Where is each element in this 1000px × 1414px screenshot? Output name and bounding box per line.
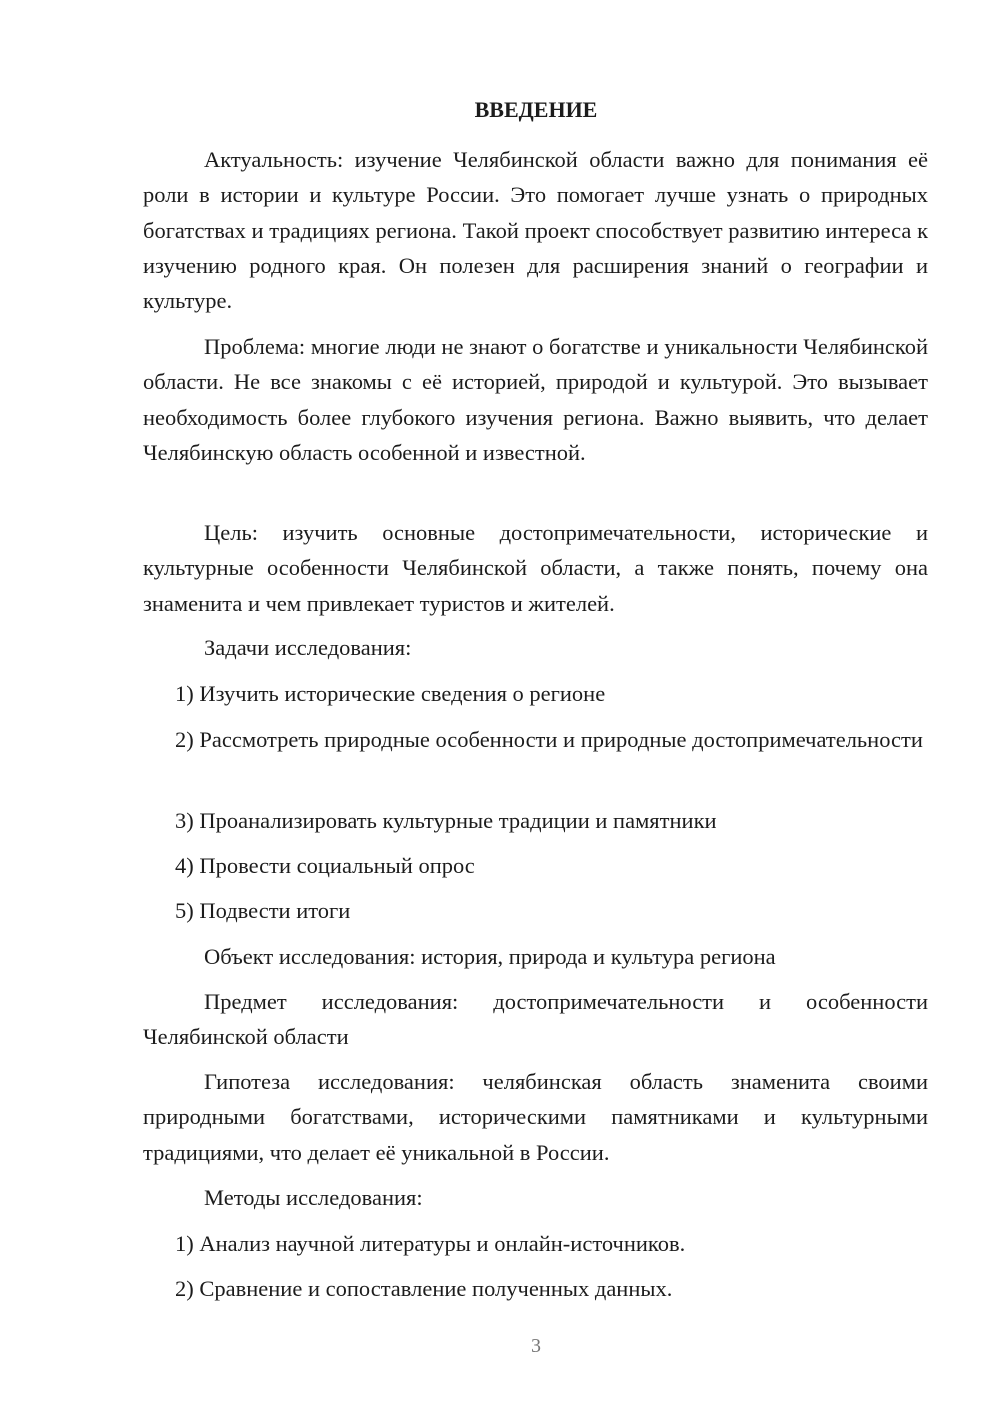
page-number: 3 [531,1335,541,1357]
task-item-2: 2) Рассмотреть природные особенности и природные достопримечательности [175,727,923,752]
paragraph-tasks-title: Задачи исследования: [204,635,412,660]
paragraph-relevance: Актуальность: изучение Челябинской области важно для понимания её роли в истории и культуре России. Это помогает лучше узнать о природных богатствах и традициях региона. Такой проект способствует развитию интереса к изучению родного края. Он полезен для расширения знаний о географии и культуре. [143,147,928,314]
paragraph-problem: Проблема: многие люди не знают о богатстве и уникальности Челябинской области. Не все знакомы с её историей, природой и культурой. Это вызывает необходимость более глубокого изучения региона. Важно выявить, что делает Челябинскую область особенной и известной. [143,334,928,465]
paragraph-methods-title: Методы исследования: [204,1185,423,1210]
paragraph-goal: Цель: изучить основные достопримечательности, исторические и культурные особенности Челябинской области, а также понять, почему она знаменита и чем привлекает туристов и жителей. [143,520,928,616]
task-item-1: 1) Изучить исторические сведения о регионе [175,681,606,706]
task-item-3: 3) Проанализировать культурные традиции и памятники [175,808,717,833]
paragraph-object: Объект исследования: история, природа и культура региона [204,944,776,969]
task-item-4: 4) Провести социальный опрос [175,853,475,878]
task-item-5: 5) Подвести итоги [175,898,351,923]
section-heading: ВВЕДЕНИЕ [474,97,598,122]
method-item-1: 1) Анализ научной литературы и онлайн-источников. [175,1231,686,1256]
paragraph-subject: Предмет исследования: достопримечательности и особенности Челябинской области [143,989,928,1050]
paragraph-hypothesis: Гипотеза исследования: челябинская область знаменита своими природными богатствами, историческими памятниками и культурными традициями, что делает её уникальной в России. [143,1069,928,1165]
method-item-2: 2) Сравнение и сопоставление полученных данных. [175,1276,673,1301]
